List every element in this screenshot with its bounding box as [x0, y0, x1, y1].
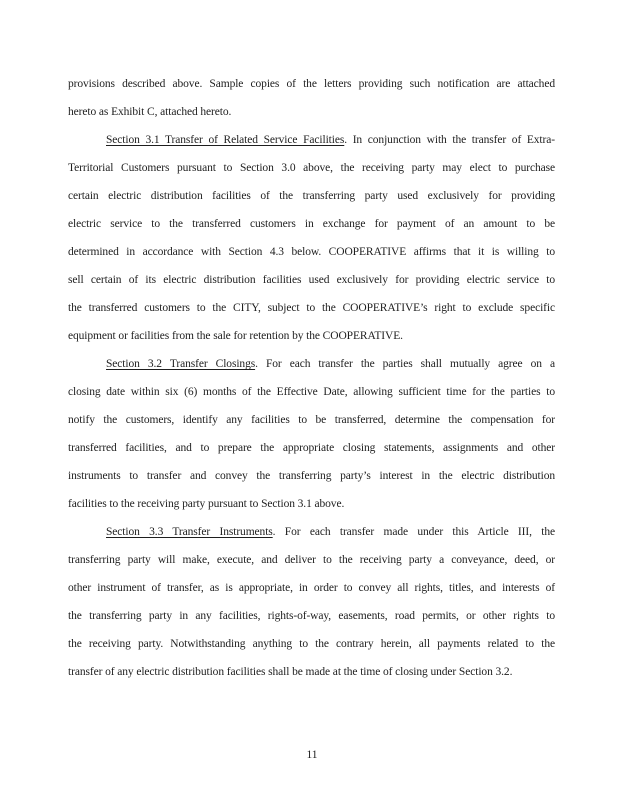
document-line	[68, 70, 555, 98]
document-line	[68, 574, 555, 602]
section-heading-underlined-text: Section 3.1 Transfer of Related Service Facilities	[106, 134, 345, 146]
document-line	[68, 490, 555, 518]
document-line	[68, 658, 555, 686]
section-heading-line	[68, 518, 555, 546]
document-body	[68, 70, 555, 686]
document-line	[68, 322, 555, 350]
text-segment: electric service to the transferred customers in exchange for payment of an amount to be	[68, 218, 555, 230]
text-segment: determined in accordance with Section 4.3 below. COOPERATIVE affirms that it is willing to	[68, 246, 555, 258]
text-segment: . In conjunction with the transfer of Extra-	[344, 134, 555, 146]
document-line	[68, 154, 555, 182]
document-line	[68, 98, 555, 126]
text-segment: the transferred customers to the CITY, subject to the COOPERATIVE’s right to exclude specific	[68, 302, 555, 314]
text-segment: transferring party will make, execute, and deliver to the receiving party a conveyance, deed, or	[68, 554, 555, 566]
document-line	[68, 294, 555, 322]
section-heading-underlined-text: Section 3.3 Transfer Instruments	[106, 526, 273, 538]
text-segment: closing date within six (6) months of the Effective Date, allowing sufficient time for the parties to	[68, 386, 555, 398]
document-line	[68, 630, 555, 658]
document-line	[68, 546, 555, 574]
text-segment: transferred facilities, and to prepare the appropriate closing statements, assignments and other	[68, 442, 555, 454]
document-line	[68, 210, 555, 238]
section-heading-line	[68, 350, 555, 378]
document-line	[68, 182, 555, 210]
document-line	[68, 434, 555, 462]
document-line	[68, 266, 555, 294]
text-segment: other instrument of transfer, as is appropriate, in order to convey all rights, titles, and interests of	[68, 582, 555, 594]
page-number: 11	[306, 749, 318, 761]
document-line	[68, 602, 555, 630]
text-segment: . For each transfer the parties shall mutually agree on a	[255, 358, 555, 370]
text-segment: the receiving party. Notwithstanding anything to the contrary herein, all payments related to the	[68, 638, 555, 650]
document-line	[68, 406, 555, 434]
document-line	[68, 378, 555, 406]
text-segment: notify the customers, identify any facilities to be transferred, determine the compensation for	[68, 414, 555, 426]
document-line	[68, 238, 555, 266]
text-segment: Territorial Customers pursuant to Section 3.0 above, the receiving party may elect to purchase	[68, 162, 555, 174]
text-segment: instruments to transfer and convey the transferring party’s interest in the electric distribution	[68, 470, 555, 482]
section-heading-line	[68, 126, 555, 154]
text-segment: sell certain of its electric distribution facilities used exclusively for providing electric service to	[68, 274, 555, 286]
section-heading-underlined-text: Section 3.2 Transfer Closings	[106, 358, 256, 370]
document-line	[68, 462, 555, 490]
text-segment: equipment or facilities from the sale for retention by the COOPERATIVE.	[68, 330, 403, 342]
text-segment: provisions described above. Sample copies of the letters providing such notification are attached	[68, 78, 555, 90]
text-segment: . For each transfer made under this Article III, the	[272, 526, 555, 538]
text-segment: certain electric distribution facilities of the transferring party used exclusively for providing	[68, 190, 555, 202]
text-segment: facilities to the receiving party pursuant to Section 3.1 above.	[68, 498, 345, 510]
text-segment: hereto as Exhibit C, attached hereto.	[68, 106, 232, 118]
text-segment: the transferring party in any facilities, rights-of-way, easements, road permits, or other rights to	[68, 610, 555, 622]
text-segment: transfer of any electric distribution facilities shall be made at the time of closing under Section 3.2.	[68, 666, 513, 678]
